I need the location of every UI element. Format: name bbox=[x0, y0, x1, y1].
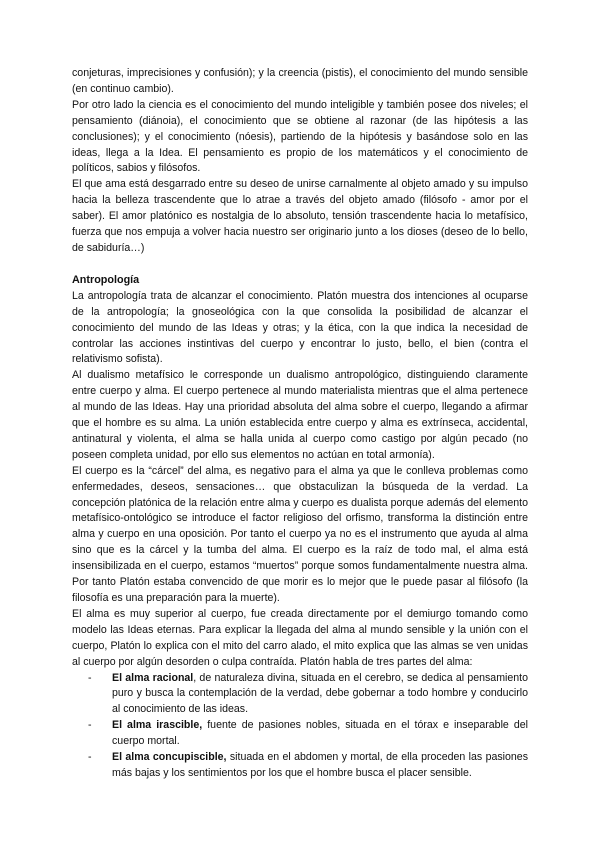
body-paragraph-1: La antropología trata de alcanzar el conocimiento. Platón muestra dos intenciones al ocuparse de la antropología; la gnoseológica con la que consolida la posibilidad de alcanzar el conocimiento del mundo de las Ideas y otras; y la ética, con la que indica la necesidad de controlar las acciones instintivas del cuerpo y encontrar lo justo, bello, el bien (contra el relativismo sofista). bbox=[72, 289, 528, 366]
section-heading: Antropología bbox=[72, 273, 140, 286]
soul-parts-list bbox=[72, 671, 528, 782]
list-item-desc: situada en el abdomen y mortal, de ella proceden las pasiones más bajas y los sentimientos por los que el hombre busca el placer sensible. bbox=[112, 751, 528, 779]
body-paragraph-3: El cuerpo es la “cárcel” del alma, es negativo para el alma ya que le conlleva problemas como enfermedades, deseos, sensaciones… que obstaculizan la búsqueda de la verdad. La concepción platónica de la relación entre alma y cuerpo es dualista porque además del elemento metafísico-ontológico se introduce el factor religioso del orfismo, transforma la distinción entre alma y cuerpo en una oposición. Por tanto el cuerpo ya no es el instrumento que ayuda al alma sino que es la cárcel y la tumba del alma. El cuerpo es la raíz de todo mal, el alma está insensibilizada en el cuerpo, estamos “muertos” porque somos fundamentalmente nuestra alma. Por tanto Platón estaba convencido de que morir es lo mejor que le puede pasar al filósofo (la filosofía es una preparación para la muerte). bbox=[72, 464, 528, 604]
list-item-term: El alma concupiscible, bbox=[112, 751, 227, 764]
intro-paragraph-3: El que ama está desgarrado entre su deseo de unirse carnalmente al objeto amado y su impulso hacia la belleza trascendente que lo atrae a través del objeto amado (filósofo - amor por el saber). El amor platónico es nostalgia de lo absoluto, tensión trascendente hacia lo metafísico, fuerza que nos empuja a volver hacia nuestro ser originario junto a los dioses (deseo de lo bello, de sabiduría…) bbox=[72, 178, 528, 254]
intro-paragraph-2: Por otro lado la ciencia es el conocimiento del mundo inteligible y también posee dos niveles; el pensamiento (diánoia), el conocimiento que se obtiene al razonar (de las hipótesis a las conclusiones); y el conocimiento (nóesis), partiendo de la hipótesis y basándose solo en las ideas, llega a la Idea. El pensamiento es propio de los matemáticos y el conocimiento de políticos, sabios y filósofos. bbox=[72, 98, 528, 175]
list-item-term: El alma racional bbox=[112, 671, 194, 684]
list-item bbox=[112, 750, 528, 782]
list-item-desc: , de naturaleza divina, situada en el cerebro, se dedica al pensamiento puro y busca la contemplación de la verdad, debe gobernar a todo hombre y conducirlo al conocimiento de las ideas. bbox=[112, 671, 528, 716]
list-item bbox=[112, 671, 528, 719]
body-paragraph-4: El alma es muy superior al cuerpo, fue creada directamente por el demiurgo tomando como modelo las Ideas eternas. Para explicar la llegada del alma al mundo sensible y la unión con el cuerpo, Platón lo explica con el mito del carro alado, el mito explica que las almas se ven unidas al cuerpo por algún desorden o culpa contraída. Platón habla de tres partes del alma: bbox=[72, 607, 528, 668]
intro-paragraph-1: conjeturas, imprecisiones y confusión); y la creencia (pistis), el conocimiento del mundo sensible (en continuo cambio). bbox=[72, 67, 528, 95]
list-item-term: El alma irascible, bbox=[112, 719, 203, 732]
list-item-desc: fuente de pasiones nobles, situada en el tórax e inseparable del cuerpo mortal. bbox=[112, 719, 528, 748]
list-item bbox=[112, 718, 528, 750]
body-paragraph-2: Al dualismo metafísico le corresponde un dualismo antropológico, distinguiendo claramente entre cuerpo y alma. El cuerpo pertenece al mundo materialista mientras que el alma pertenece al mundo de las Ideas. Hay una prioridad absoluta del alma sobre el cuerpo, llegando a afirmar que el hombre es su alma. La unión establecida entre cuerpo y alma es extrínseca, accidental, antinatural y violenta, el alma se halla unida al cuerpo como castigo por algún pecado (no poseen completa unidad, por ello sus elementos no actúan en total armonía). bbox=[72, 369, 528, 461]
